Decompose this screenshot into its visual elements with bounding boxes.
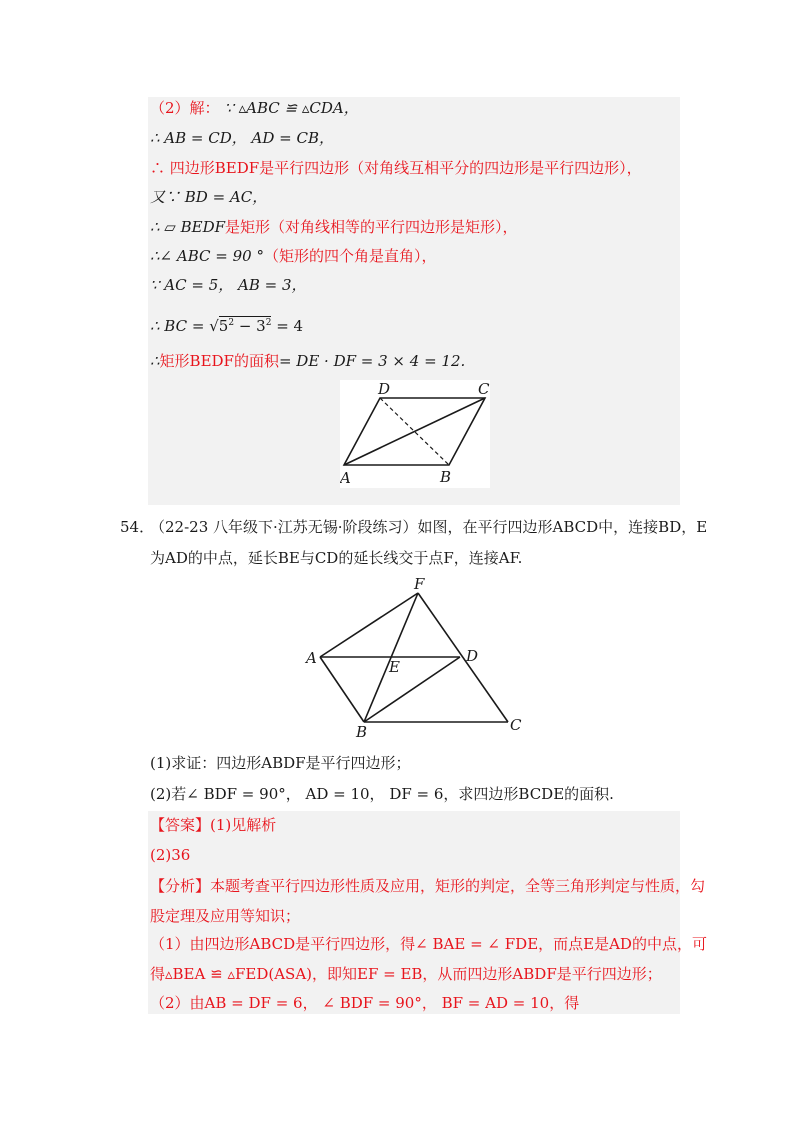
answer-line-1: 【答案】(1)见解析 [150, 816, 277, 834]
question-text-line-2: 为AD的中点，延长BE与CD的延长线交于点F，连接AF. [150, 549, 523, 567]
area-label: 矩形BEDF的面积 [159, 352, 279, 370]
angle-reason: （矩形的四个角是直角）， [263, 247, 437, 265]
radicand-exp-2: 2 [265, 318, 272, 328]
vertex-label-b: B [356, 723, 368, 740]
analysis-line-4: 得▵BEA ≌ ▵FED(ASA)，即知EF = EB，从而四边形ABDF是平行四边形； [150, 965, 662, 983]
radicand [219, 316, 272, 335]
vertex-label-d: D [466, 647, 479, 665]
area-formula: = DE · DF = 3 × 4 = 12. [278, 352, 466, 370]
solution-label: （2）解： [150, 99, 220, 117]
bc-equals: ∴ BC = [150, 317, 210, 335]
question-part-2: (2)若∠ BDF = 90°， AD = 10， DF = 6，求四边形BCDE的面积. [150, 785, 614, 803]
congruence-statement: ∵ ▵ABC ≌ ▵CDA， [224, 99, 359, 117]
question-number: 54． [120, 518, 155, 536]
solution-line-6 [150, 246, 436, 266]
answer-line-2: (2)36 [150, 846, 191, 864]
solution-line-1 [150, 98, 359, 118]
solution-line-2: ∴ AB = CD， AD = CB， [150, 129, 335, 147]
question-text-line-1: （22-23 八年级下·江苏无锡·阶段练习）如图，在平行四边形ABCD中，连接BD，E [150, 518, 708, 536]
solution-line-7: ∵ AC = 5， AB = 3， [150, 276, 307, 294]
rectangle-reason: 是矩形（对角线相等的平行四边形是矩形）， [225, 218, 518, 236]
question-part-1: (1)求证：四边形ABDF是平行四边形； [150, 754, 411, 772]
sqrt-sign-icon: √ [209, 317, 219, 335]
figure-background [340, 380, 490, 488]
solution-line-8 [150, 313, 303, 336]
analysis-line-5: （2）由AB = DF = 6， ∠ BDF = 90°， BF = AD = 10，得 [150, 994, 580, 1012]
radicand-exp-1: 2 [228, 318, 235, 328]
sqrt-result: = 4 [271, 317, 304, 335]
segment-ab [320, 657, 364, 722]
analysis-line-1: 【分析】本题考查平行四边形性质及应用，矩形的判定，全等三角形判定与性质，勾 [150, 877, 706, 895]
segment-af [320, 593, 418, 657]
analysis-line-2: 股定理及应用等知识； [150, 907, 301, 925]
therefore-symbol: ∴ [150, 352, 160, 370]
point-label-e: E [389, 658, 400, 676]
solution-line-9 [150, 351, 465, 371]
vertex-label-b: B [440, 468, 452, 486]
angle-statement: ∴∠ ABC = 90 ° [150, 247, 264, 265]
figure-parallelogram-abcd-1 [340, 380, 490, 488]
radicand-base-2: − 3 [234, 317, 266, 335]
parallelogram-name: ∴ ▱ BEDF [150, 218, 226, 236]
radicand-base-1: 5 [218, 317, 229, 335]
solution-line-3: ∴ 四边形BEDF是平行四边形（对角线互相平分的四边形是平行四边形）， [150, 159, 642, 177]
vertex-label-c: C [478, 380, 490, 398]
figure-parallelogram-abcd-2 [300, 575, 530, 740]
vertex-label-a: A [306, 649, 317, 667]
analysis-line-3: （1）由四边形ABCD是平行四边形，得∠ BAE = ∠ FDE，而点E是AD的中点，可 [150, 935, 707, 953]
solution-line-4: 又∵ BD = AC， [150, 188, 268, 206]
solution-line-5 [150, 217, 518, 237]
vertex-label-c: C [510, 716, 522, 734]
vertex-label-a: A [340, 469, 351, 487]
vertex-label-f: F [414, 575, 425, 593]
vertex-label-d: D [378, 380, 391, 398]
